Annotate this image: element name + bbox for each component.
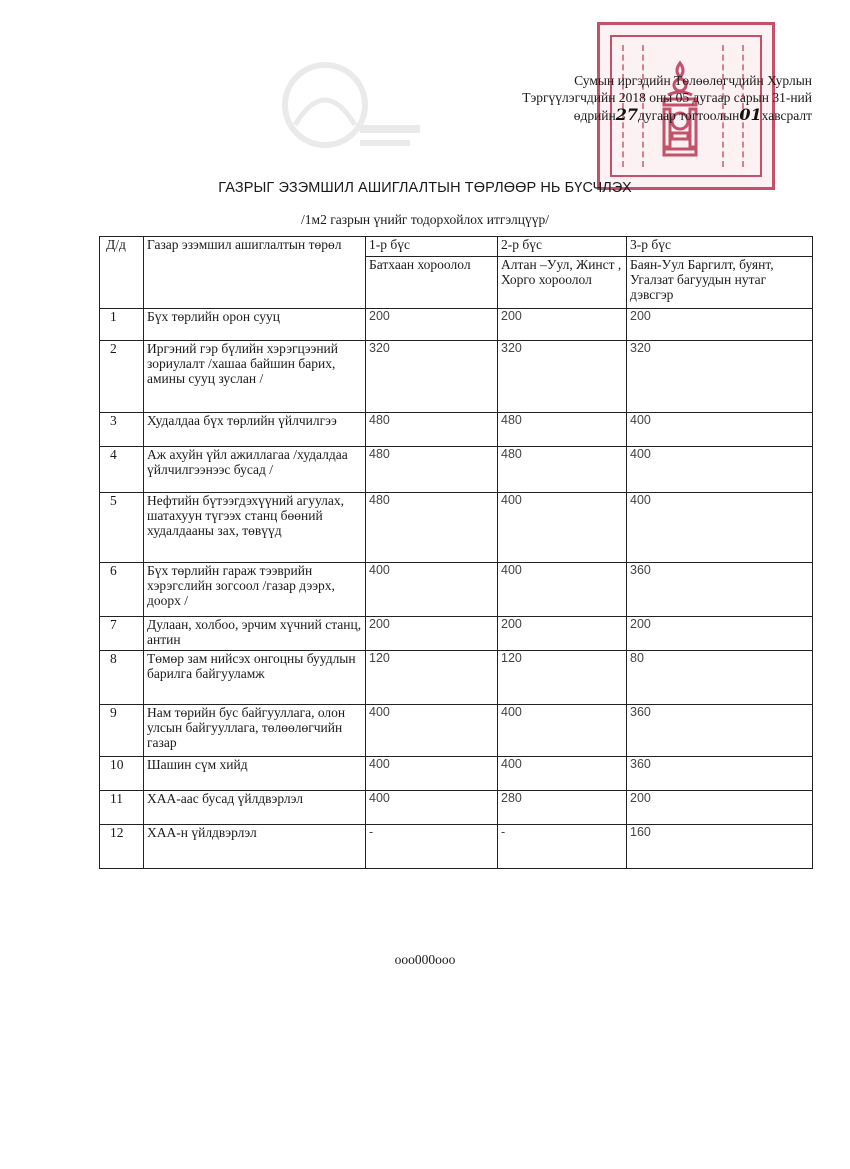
- zone-3-value: 200: [627, 617, 813, 651]
- zone-1-value: 400: [366, 705, 498, 757]
- zone-3-value: 200: [627, 309, 813, 341]
- header-zone-2: 2-р бүс: [498, 237, 627, 257]
- row-number: 5: [100, 493, 144, 563]
- land-use-type: Дулаан, холбоо, эрчим хүчний станц, антин: [144, 617, 366, 651]
- row-number: 9: [100, 705, 144, 757]
- resolution-line-3-start: өдрийн: [573, 108, 616, 123]
- row-number: 12: [100, 825, 144, 869]
- land-use-type: Төмөр зам нийсэх онгоцны буудлын барилга байгууламж: [144, 651, 366, 705]
- zone-3-value: 360: [627, 705, 813, 757]
- zone-1-name: Батхаан хороолол: [366, 257, 498, 309]
- zone-3-value: 320: [627, 341, 813, 413]
- handwritten-day: 27: [615, 105, 639, 124]
- resolution-line-3-end: хавсралт: [761, 108, 812, 123]
- row-number: 4: [100, 447, 144, 493]
- land-use-type: Нам төрийн бус байгууллага, олон улсын байгууллага, төлөөлөгчийн газар: [144, 705, 366, 757]
- zone-3-name: Баян-Уул Баргилт, буянт, Угалзат багуудын нутаг дэвсгэр: [627, 257, 813, 309]
- zone-1-value: 200: [366, 309, 498, 341]
- zone-1-value: 480: [366, 413, 498, 447]
- table-row: [100, 493, 813, 563]
- zone-3-value: 400: [627, 413, 813, 447]
- row-number: 11: [100, 791, 144, 825]
- resolution-line-2: Тэргүүлэгчдийн 2018 оны 05 дугаар сарын 31-ний: [522, 90, 812, 105]
- row-number: 10: [100, 757, 144, 791]
- zone-3-value: 80: [627, 651, 813, 705]
- resolution-line-3: [522, 106, 812, 124]
- zone-3-value: 400: [627, 447, 813, 493]
- zone-1-value: 200: [366, 617, 498, 651]
- row-number: 8: [100, 651, 144, 705]
- document-footer: ооо000ооо: [394, 952, 456, 967]
- zone-2-value: 200: [498, 617, 627, 651]
- land-use-type: Худалдаа бүх төрлийн үйлчилгээ: [144, 413, 366, 447]
- land-use-type: Нефтийн бүтээгдэхүүний агуулах, шатахуун түгээх станц бөөний худалдааны зах, төвүүд: [144, 493, 366, 563]
- zone-1-value: 480: [366, 447, 498, 493]
- zone-1-value: 400: [366, 757, 498, 791]
- zone-2-value: 480: [498, 413, 627, 447]
- zone-2-value: 400: [498, 493, 627, 563]
- zone-2-value: 320: [498, 341, 627, 413]
- table-row: [100, 413, 813, 447]
- table-row: [100, 447, 813, 493]
- land-use-type: Бүх төрлийн гараж тээврийн хэрэгслийн зогсоол /газар дээрх, доорх /: [144, 563, 366, 617]
- zone-1-value: 400: [366, 791, 498, 825]
- zone-2-value: -: [498, 825, 627, 869]
- resolution-header: [522, 72, 812, 124]
- table-row: [100, 705, 813, 757]
- land-use-type: ХАА-аас бусад үйлдвэрлэл: [144, 791, 366, 825]
- table-row: [100, 651, 813, 705]
- document-subtitle: /1м2 газрын үнийг тодорхойлох итгэлцүүр/: [301, 212, 549, 227]
- header-zone-1: 1-р бүс: [366, 237, 498, 257]
- table-row: [100, 309, 813, 341]
- handwritten-number: 01: [739, 105, 762, 124]
- zone-1-value: 120: [366, 651, 498, 705]
- table-row: [100, 617, 813, 651]
- land-use-type: Иргэний гэр бүлийн хэрэгцээний зориулалт /хашаа байшин барих, амины сууц зуслан /: [144, 341, 366, 413]
- zone-2-value: 400: [498, 705, 627, 757]
- zone-3-value: 160: [627, 825, 813, 869]
- zone-2-value: 200: [498, 309, 627, 341]
- table-row: [100, 341, 813, 413]
- land-use-type: ХАА-н үйлдвэрлэл: [144, 825, 366, 869]
- zoning-table: [99, 236, 813, 869]
- watermark-emblem: [265, 55, 425, 175]
- table-row: [100, 825, 813, 869]
- document-title: ГАЗРЫГ ЭЗЭМШИЛ АШИГЛАЛТЫН ТӨРЛӨӨР НЬ БҮСЧЛЭХ: [218, 180, 632, 196]
- zone-2-value: 120: [498, 651, 627, 705]
- row-number: 3: [100, 413, 144, 447]
- row-number: 6: [100, 563, 144, 617]
- land-use-type: Аж ахуйн үйл ажиллагаа /худалдаа үйлчилгээнээс бусад /: [144, 447, 366, 493]
- zone-3-value: 360: [627, 563, 813, 617]
- resolution-line-1: Сумын иргэдийн Төлөөлөгчдийн Хурлын: [574, 73, 812, 88]
- zone-3-value: 400: [627, 493, 813, 563]
- row-number: 1: [100, 309, 144, 341]
- row-number: 7: [100, 617, 144, 651]
- zone-3-value: 360: [627, 757, 813, 791]
- land-use-type: Шашин сүм хийд: [144, 757, 366, 791]
- zone-1-value: 320: [366, 341, 498, 413]
- zone-1-value: 480: [366, 493, 498, 563]
- table-row: [100, 791, 813, 825]
- zone-3-value: 200: [627, 791, 813, 825]
- header-zone-3: 3-р бүс: [627, 237, 813, 257]
- zone-2-name: Алтан –Уул, Жинст , Хорго хороолол: [498, 257, 627, 309]
- table-row: [100, 757, 813, 791]
- zone-2-value: 400: [498, 757, 627, 791]
- header-num: Д/д: [100, 237, 144, 309]
- land-use-type: Бүх төрлийн орон сууц: [144, 309, 366, 341]
- header-row: [100, 237, 813, 257]
- zone-1-value: -: [366, 825, 498, 869]
- row-number: 2: [100, 341, 144, 413]
- table-row: [100, 563, 813, 617]
- zone-2-value: 480: [498, 447, 627, 493]
- zone-2-value: 400: [498, 563, 627, 617]
- header-type: Газар эзэмшил ашиглалтын төрөл: [144, 237, 366, 309]
- resolution-line-3-mid: дугаар тогтоолын: [638, 108, 740, 123]
- zone-2-value: 280: [498, 791, 627, 825]
- zone-1-value: 400: [366, 563, 498, 617]
